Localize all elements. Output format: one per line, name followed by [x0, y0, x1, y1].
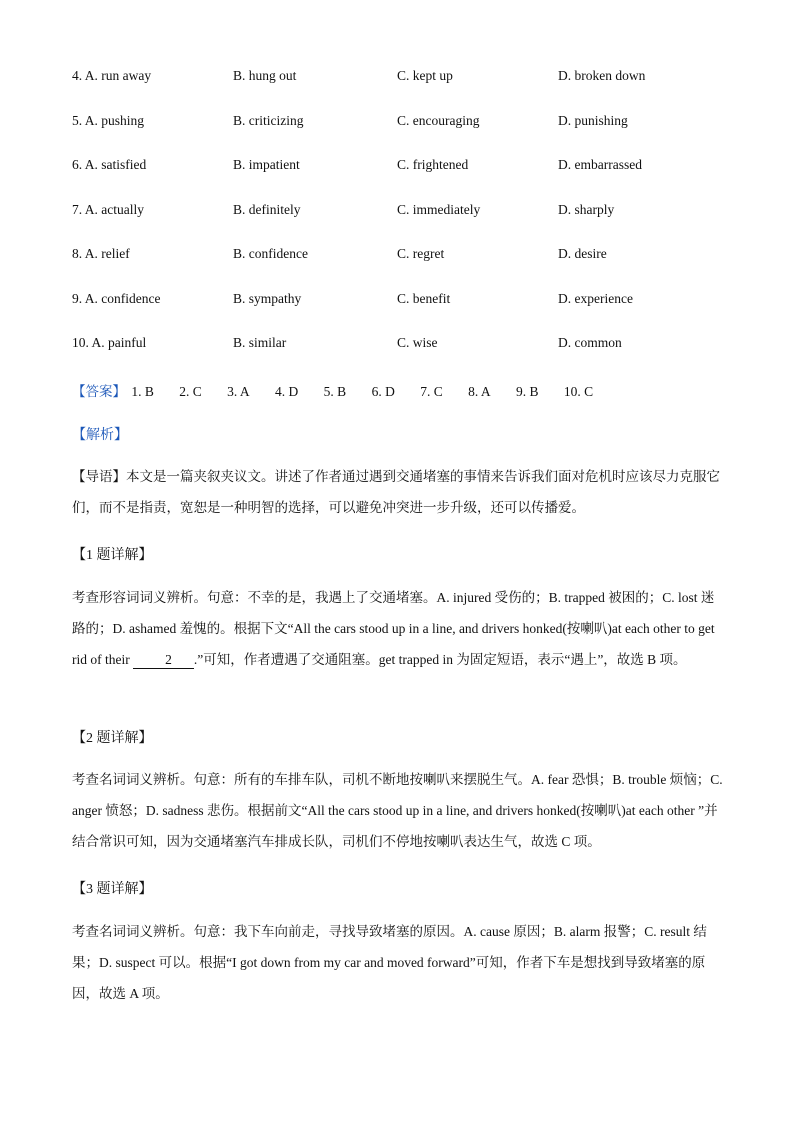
answer-item: 8. A — [468, 384, 491, 399]
q1-heading: 【1 题详解】 — [72, 548, 153, 563]
q2-heading: 【2 题详解】 — [72, 731, 153, 746]
option-b: B. hung out — [233, 68, 297, 83]
option-d: D. punishing — [558, 113, 628, 128]
option-b: B. similar — [233, 335, 287, 350]
option-a: 9. A. confidence — [72, 291, 161, 306]
q1-paragraph — [72, 582, 724, 675]
option-c: C. regret — [397, 246, 445, 261]
answer-item: 9. B — [515, 384, 539, 399]
option-d: D. common — [558, 335, 622, 350]
option-c: C. frightened — [397, 157, 469, 172]
option-b: B. impatient — [233, 157, 300, 172]
option-c: C. wise — [397, 335, 438, 350]
answer-item: 5. B — [323, 384, 347, 399]
intro-text: 本文是一篇夹叙夹议文。讲述了作者通过遇到交通堵塞的事情来告诉我们面对危机时应该尽力克服它们，而不是指责，宽恕是一种明智的选择，可以避免冲突进一步升级，还可以传播爱。 — [72, 469, 720, 515]
option-b: B. definitely — [233, 202, 301, 217]
option-b: B. sympathy — [233, 291, 302, 306]
answer-item: 2. C — [179, 384, 202, 399]
option-a: 6. A. satisfied — [72, 157, 147, 172]
answer-label: 【答案】 — [72, 384, 126, 399]
option-a: 10. A. painful — [72, 335, 147, 350]
option-row-q7 — [72, 202, 732, 222]
answer-key — [72, 380, 615, 400]
option-row-q8 — [72, 246, 732, 266]
analysis-heading: 【解析】 — [72, 428, 128, 443]
option-c: C. encouraging — [397, 113, 480, 128]
intro-paragraph — [72, 461, 724, 523]
answer-item: 1. B — [131, 384, 154, 399]
option-a: 8. A. relief — [72, 246, 130, 261]
option-d: D. desire — [558, 246, 607, 261]
option-a: 5. A. pushing — [72, 113, 145, 128]
q3-paragraph: 考查名词词义辨析。句意：我下车向前走，寻找导致堵塞的原因。A. cause 原因；B. alarm 报警；C. result 结果；D. suspect 可以。根据“I got down from my car and moved forward”可知，作者下车是想找到导致堵塞的原因，故选 A 项。 — [72, 924, 707, 1001]
q3-heading: 【3 题详解】 — [72, 882, 153, 897]
option-row-q5 — [72, 113, 732, 133]
answer-item: 10. C — [563, 384, 594, 399]
option-c: C. kept up — [397, 68, 453, 83]
option-d: D. experience — [558, 291, 633, 306]
answer-item: 6. D — [371, 384, 395, 399]
option-a: 7. A. actually — [72, 202, 144, 217]
q1-blank: 2 — [133, 652, 194, 669]
option-b: B. criticizing — [233, 113, 304, 128]
answer-item: 4. D — [275, 384, 299, 399]
option-c: C. benefit — [397, 291, 451, 306]
intro-label: 【导语】 — [72, 469, 126, 484]
option-row-q4 — [72, 68, 732, 88]
option-c: C. immediately — [397, 202, 481, 217]
q1-text-after: .”可知，作者遭遇了交通阻塞。get trapped in 为固定短语，表示“遇上”，故选 B 项。 — [193, 652, 687, 667]
option-row-q9 — [72, 291, 732, 311]
option-d: D. broken down — [558, 68, 646, 83]
option-d: D. embarrassed — [558, 157, 642, 172]
answer-item: 7. C — [420, 384, 443, 399]
option-d: D. sharply — [558, 202, 615, 217]
q1-text-before: 考查形容词词义辨析。句意：不幸的是，我遇上了交通堵塞。A. injured 受伤的；B. trapped 被困的；C. lost 迷路的；D. ashamed 羞愧的。根据下文“All the cars stood up in a line, and drivers honked(按喇叭)at each other to get rid of their — [72, 590, 715, 667]
option-row-q6 — [72, 157, 732, 177]
answer-item: 3. A — [227, 384, 250, 399]
q2-paragraph: 考查名词词义辨析。句意：所有的车排车队，司机不断地按喇叭来摆脱生气。A. fear 恐惧；B. trouble 烦恼；C. anger 愤怒；D. sadness 悲伤。根据前文“All the cars stood up in a line, and drivers honked(按喇叭)at each other ”并结合常识可知，因为交通堵塞汽车排成长队，司机们不停地按喇叭表达生气，故选 C 项。 — [72, 772, 723, 849]
option-a: 4. A. run away — [72, 68, 152, 83]
option-row-q10 — [72, 335, 732, 355]
option-b: B. confidence — [233, 246, 308, 261]
